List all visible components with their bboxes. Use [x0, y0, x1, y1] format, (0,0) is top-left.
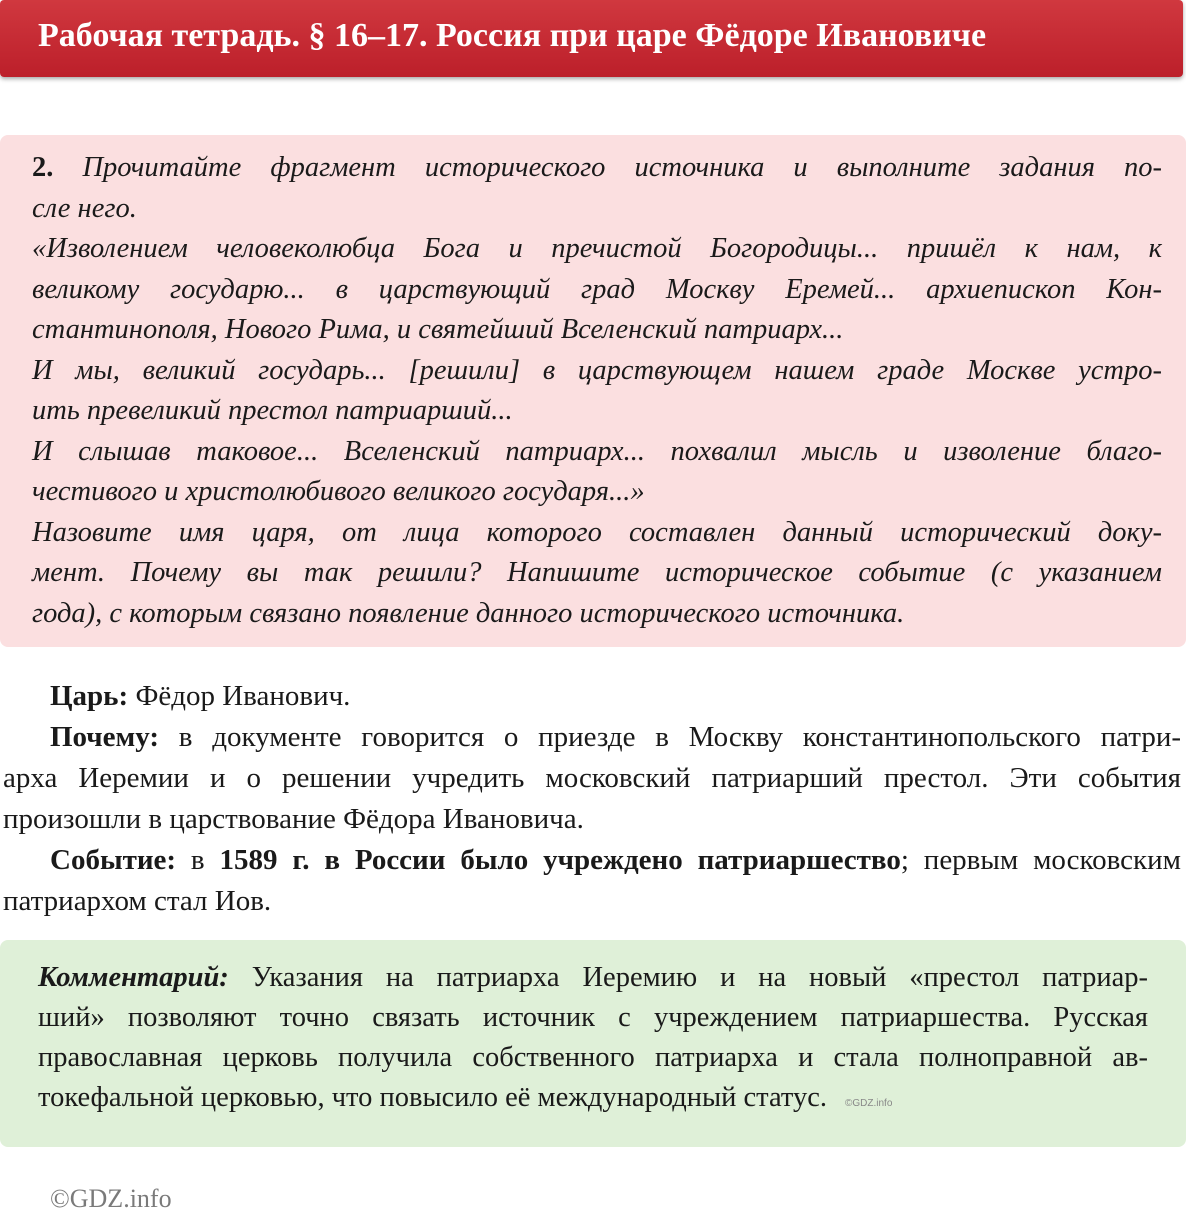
comment-line: Комментарий: Указания на патриарха Иеремию и на новый «престол патриар-: [38, 962, 1148, 993]
question-line: года), с которым связано появление данного исторического источника.: [32, 597, 905, 629]
footer-watermark: ©GDZ.info: [50, 1184, 172, 1213]
comment-line: ший» позволяют точно связать источник с учреждением патриаршества. Русская: [38, 1002, 1148, 1033]
answer-why-line: арха Иеремии и о решении учредить московский патриарший престол. Эти события: [3, 762, 1181, 794]
task-line: 2. Прочитайте фрагмент исторического источника и выполните задания по-: [32, 152, 1162, 183]
quote-line: «Изволением человеколюбца Бога и пречистой Богородицы... пришёл к нам, к: [32, 233, 1162, 264]
comment-line: токефальной церковью, что повысило её международный статус. ©GDZ.info: [38, 1082, 893, 1113]
tsar-value: Фёдор Иванович.: [128, 680, 351, 712]
quote-line: ить превеликий престол патриарший...: [32, 395, 513, 426]
question-line: Назовите имя царя, от лица которого составлен данный исторический доку-: [32, 516, 1162, 548]
quote-line: И мы, великий государь... [решили] в царствующем нашем граде Москве устро-: [32, 354, 1162, 386]
comment-label: Комментарий:: [38, 962, 229, 993]
question-line: мент. Почему вы так решили? Напишите историческое событие (с указанием: [32, 557, 1162, 588]
quote-line: великому государю... в царствующий град Москву Еремей... архиепископ Кон-: [32, 273, 1162, 305]
comment-text: [38, 958, 1148, 1124]
tsar-label: Царь:: [50, 680, 129, 712]
task-line: сле него.: [32, 192, 137, 224]
quote-line: стантинополя, Нового Рима, и святейший Вселенский патриарх...: [32, 314, 844, 345]
quote-line: И слышав таковое... Вселенский патриарх... похвалил мысль и изволение благо-: [32, 435, 1162, 467]
event-label: Событие:: [50, 844, 177, 876]
why-label: Почему:: [50, 721, 160, 753]
answer-event: Событие: в 1589 г. в России было учреждено патриаршество; первым московским: [50, 844, 1181, 876]
page-title: Рабочая тетрадь. § 16–17. Россия при царе Фёдоре Ивановиче: [38, 17, 987, 54]
comment-line: православная церковь получила собственного патриарха и стала полноправной ав-: [38, 1042, 1148, 1073]
header-bar: [0, 0, 1183, 77]
quote-line: честивого и христолюбивого великого государя...»: [32, 476, 645, 507]
answer-why-line: произошли в царствование Фёдора Ивановича.: [3, 803, 584, 835]
answer-why: Почему: в документе говорится о приезде в Москву константинопольского патри-: [50, 721, 1181, 753]
answer-tsar: [3, 676, 1181, 717]
task-text: [32, 148, 1162, 634]
task-number: 2.: [32, 152, 54, 183]
watermark-small: ©GDZ.info: [845, 1098, 893, 1109]
event-highlight: 1589 г. в России было учреждено патриаршество: [219, 844, 901, 876]
answer-event-line: патриархом стал Иов.: [3, 885, 272, 917]
answer-block: [3, 676, 1181, 922]
